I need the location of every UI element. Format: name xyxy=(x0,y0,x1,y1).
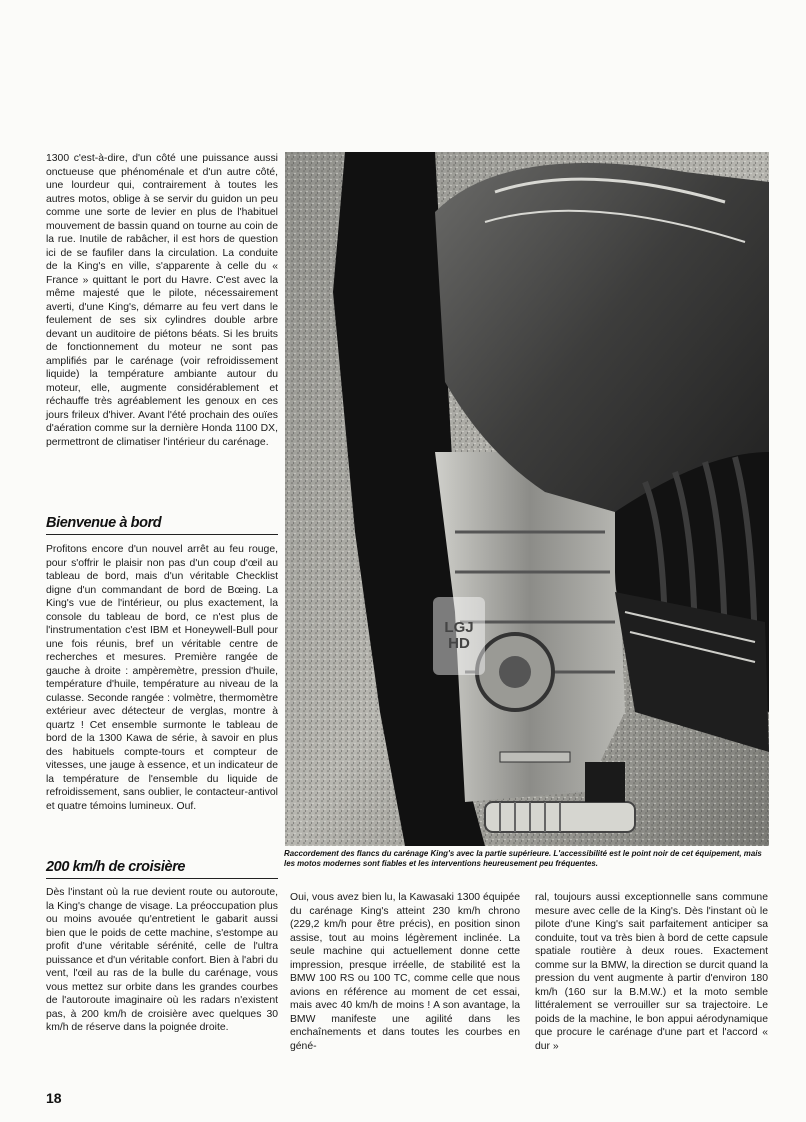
article-column-left-top xyxy=(46,152,278,449)
watermark-text: LGJ HD xyxy=(444,619,474,652)
article-column-left-mid xyxy=(46,543,278,813)
paragraph: ral, toujours aussi exceptionnelle sans commune mesure avec celle de la King's. Dès l'instant où le pilote d'une King's sait parfaitement anticiper sa conduite, tout va très bien à bord de cette capsule spatiale routière à deux roues. Exactement comme sur la BMW, la direction se durcit quand la pression du vent augmente à partir d'environ 180 km/h (160 sur la B.M.W.) et la moto semble littéralement se verrouiller sur sa trajectoire. Le poids de la machine, le bon appui aérodynamique que procure le carénage d'une part et l'accord « dur » xyxy=(535,892,768,1052)
photo-caption: Raccordement des flancs du carénage King's avec la partie supérieure. L'accessibilité est le point noir de cet équipement, mais les motos modernes sont fiables et les interventions heureusement peu fréquentes. xyxy=(284,849,762,868)
motorcycle-photo xyxy=(285,152,769,846)
page-number: 18 xyxy=(46,1090,62,1106)
motorcycle-photo-illustration xyxy=(285,152,769,846)
watermark-logo xyxy=(433,597,485,675)
paragraph: Dès l'instant où la rue devient route ou autoroute, la King's change de visage. La préoccupation plus ou moins avouée qu'entretient le gabarit aussi bien que le poids de cette machine, s'estompe au profit d'une véritable sérénité, celle de l'ultra puissance et d'un véritable confort. Bien à l'abri du vent, l'œil au ras de la bulle du carénage, vous vous mettez sur orbite dans les grandes courbes de l'autoroute imaginaire où les radars n'existent pas, à 200 km/h de croisière avec quelques 30 km/h de réserve dans la poignée droite. xyxy=(46,887,278,1033)
section-heading-bienvenue: Bienvenue à bord xyxy=(46,515,278,535)
section-heading-croisiere: 200 km/h de croisière xyxy=(46,859,278,879)
paragraph: Oui, vous avez bien lu, la Kawasaki 1300 équipée du carénage King's atteint 230 km/h chrono (229,2 km/h pour être précis), en position sinon assise, tout au moins légèrement inclinée. La seule machine qui actuellement donne cette impression, presque irréelle, de stabilité est la BMW 100 RS ou 100 TC, comme celle que nous avions en référence au moment de cet essai, mais avec 40 km/h de moins ! A son avantage, la BMW manifeste une agilité dans les enchaînements et dans toutes les courbes en géné- xyxy=(290,892,520,1052)
article-column-left-bottom xyxy=(46,886,278,1035)
article-column-right xyxy=(535,891,768,1053)
article-column-middle xyxy=(290,891,520,1053)
paragraph: 1300 c'est-à-dire, d'un côté une puissance aussi onctueuse que phénoménale et d'un autre côté, une lourdeur qui, contrairement à toutes les autres motos, oblige à se servir du guidon un peu comme une sorte de levier en plus de l'habituel mouvement de bassin quand on tourne au coin de la rue. Inutile de rabâcher, il est hors de question ici de se faufiler dans la circulation. La conduite de la King's en ville, s'apparente à celle du « France » quittant le port du Havre. C'est avec la même majesté que le pilote, nécessairement averti, d'une King's, démarre au feu vert dans le feulement de ses six cylindres double arbre devant un auditoire de piétons béats. Si les bruits de fonctionnement du moteur ne sont pas amplifiés par le carénage (voir refroidissement liquide) la température ambiante autour du moteur, elle, augmente considérablement et réchauffe très agréablement les genoux en ces jours frileux d'hiver. Avant l'été prochain des ouïes d'aération comme sur la dernière Honda 1100 DX, permettront de climatiser l'intérieur du carénage. xyxy=(46,153,278,448)
paragraph: Profitons encore d'un nouvel arrêt au feu rouge, pour s'offrir le plaisir non pas d'un coup d'œil au tableau de bord, mais d'un véritable Checklist digne d'un commandant de bord de Bœing. La King's vue de l'intérieur, ou plus exactement, la console du tableau de bord, ce n'est plus de l'instrumentation c'est IBM et Honeywell-Bull pour une fois réunis, bref un véritable centre de recherches et mesures. Première rangée de gauche à droite : ampèremètre, pression d'huile, température d'huile, température au niveau de la culasse. Seconde rangée : volmètre, thermomètre extérieur avec détecteur de verglas, montre à quartz ! Cet ensemble surmonte le tableau de bord de la 1300 Kawa de série, à savoir en plus des habituels compte-tours et compteur de vitesses, une jauge à essence, et un indicateur de la température de l'ensemble du liquide de refroidissement, sans oublier, le contacteur-antivol et quatre témoins lumineux. Ouf. xyxy=(46,544,278,812)
